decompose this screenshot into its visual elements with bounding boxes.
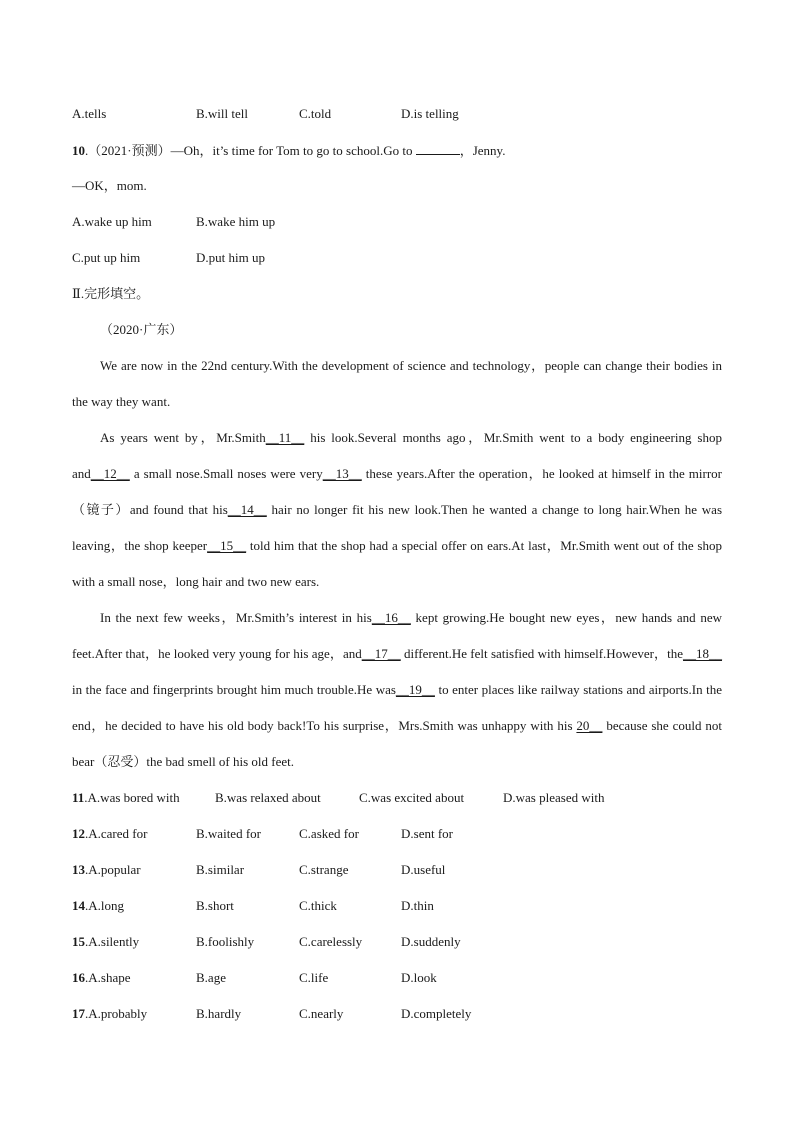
option-c: C.was excited about	[359, 790, 465, 805]
option-c: C.asked for	[299, 826, 359, 841]
option-d: D.thin	[401, 898, 434, 913]
question-number: 11	[72, 790, 85, 805]
question-number: 12	[72, 826, 85, 841]
paragraph-1-text: We are now in the 22nd century.With the development of science and technology，people can change their bodies in the way they want.	[72, 358, 722, 409]
p2-text-6: told him that the shop had a special offer on ears.At last，Mr.Smith went out of the shop with a small nose，long hair and two new ears.	[72, 538, 722, 589]
option-d: D.sent for	[401, 826, 453, 841]
q10-option-d: D.put him up	[196, 250, 265, 265]
question-dot: .	[85, 898, 89, 913]
q9-option-c: C.told	[299, 106, 332, 121]
passage-paragraph-1	[72, 348, 722, 420]
p2-text-5: hair no longer fit his new look.Then he wanted a change to long hair.When he was leaving，the shop keeper	[72, 502, 722, 553]
p2-text-1: As years went by，Mr.Smith	[100, 430, 266, 445]
q10-option-c: C.put up him	[72, 250, 141, 265]
question-row	[72, 932, 461, 952]
question-number: 15	[72, 934, 85, 949]
blank-11: __11__	[265, 430, 305, 445]
passage-paragraph-3	[72, 600, 722, 780]
q10-stem-pre: .（2021·预测）—Oh，it’s time for Tom to go to school.Go to	[85, 143, 416, 158]
q10-blank	[416, 140, 460, 155]
p2-text-4: these years.After the operation，he looked at himself in the mirror（镜子）and found that his	[72, 466, 723, 517]
question-dot: .	[85, 862, 89, 877]
option-b: B.foolishly	[196, 934, 255, 949]
option-a: A.probably	[88, 1006, 148, 1021]
option-a: A.long	[88, 898, 124, 913]
q10-option-a: A.wake up him	[72, 214, 152, 229]
p3-text-1: In the next few weeks，Mr.Smith’s interest in his	[100, 610, 372, 625]
section-title: Ⅱ.完形填空。	[72, 286, 150, 301]
option-c: C.thick	[299, 898, 337, 913]
blank-16: __16__	[371, 610, 411, 625]
option-c: C.life	[299, 970, 329, 985]
option-a: A.popular	[88, 862, 141, 877]
blank-12: __12__	[90, 466, 130, 481]
question-number: 17	[72, 1006, 85, 1021]
q10-reply: —OK，mom.	[72, 178, 147, 193]
option-b: B.age	[196, 970, 226, 985]
question-row	[72, 788, 605, 808]
question-row	[72, 860, 446, 880]
option-b: B.similar	[196, 862, 245, 877]
q9-option-d: D.is telling	[401, 106, 459, 121]
option-b: B.short	[196, 898, 234, 913]
q9-option-a: A.tells	[72, 106, 107, 121]
p2-text-3: a small nose.Small noses were very	[129, 466, 323, 481]
option-c: C.strange	[299, 862, 349, 877]
blank-19: __19__	[395, 682, 435, 697]
passage-paragraph-2	[72, 420, 722, 600]
blank-15: __15__	[207, 538, 247, 553]
q10-number: 10	[72, 143, 85, 158]
option-d: D.suddenly	[401, 934, 461, 949]
question-row	[72, 896, 434, 916]
blank-17: __17__	[361, 646, 401, 661]
question-dot: .	[85, 826, 89, 841]
option-a: A.shape	[88, 970, 131, 985]
q10-stem-post: ，Jenny.	[459, 143, 506, 158]
q10-stem	[72, 140, 505, 160]
question-row	[72, 824, 453, 844]
blank-13: __13__	[322, 466, 362, 481]
p3-text-5: to enter places like railway stations and airports.In the end，he decided to have his old body back!To his surprise，Mrs.Smith was unhappy with his	[72, 682, 722, 733]
question-dot: .	[85, 970, 89, 985]
option-c: C.nearly	[299, 1006, 344, 1021]
option-b: B.was relaxed about	[215, 790, 321, 805]
q10-option-b: B.wake him up	[196, 214, 276, 229]
p3-text-4: in the face and fingerprints brought him much trouble.He was	[72, 682, 396, 697]
question-number: 14	[72, 898, 85, 913]
question-dot: .	[85, 934, 89, 949]
q9-option-b: B.will tell	[196, 106, 248, 121]
question-number: 16	[72, 970, 85, 985]
blank-18: __18__	[683, 646, 723, 661]
blank-14: __14__	[227, 502, 267, 517]
passage-source: （2020·广东）	[100, 322, 183, 337]
option-d: D.look	[401, 970, 437, 985]
option-b: B.waited for	[196, 826, 261, 841]
blank-20: 20__	[576, 718, 603, 733]
option-d: D.was pleased with	[503, 790, 605, 805]
option-d: D.completely	[401, 1006, 472, 1021]
p3-text-2: kept growing.He bought new eyes，new hands and new feet.After that，he looked very young for his age，and	[72, 610, 723, 661]
question-row	[72, 1004, 472, 1024]
question-dot: .	[85, 1006, 89, 1021]
question-number: 13	[72, 862, 85, 877]
p3-text-6: because she could not bear（忍受）the bad smell of his old feet.	[72, 718, 722, 769]
p2-text-2: his look.Several months ago，Mr.Smith went to a body engineering shop and	[72, 430, 722, 481]
option-c: C.carelessly	[299, 934, 363, 949]
question-row	[72, 968, 437, 988]
option-a: A.cared for	[88, 826, 148, 841]
question-dot: .	[84, 790, 88, 805]
p3-text-3: different.He felt satisfied with himself.However，the	[400, 646, 684, 661]
option-d: D.useful	[401, 862, 446, 877]
option-b: B.hardly	[196, 1006, 242, 1021]
option-a: A.was bored with	[87, 790, 180, 805]
option-a: A.silently	[88, 934, 140, 949]
